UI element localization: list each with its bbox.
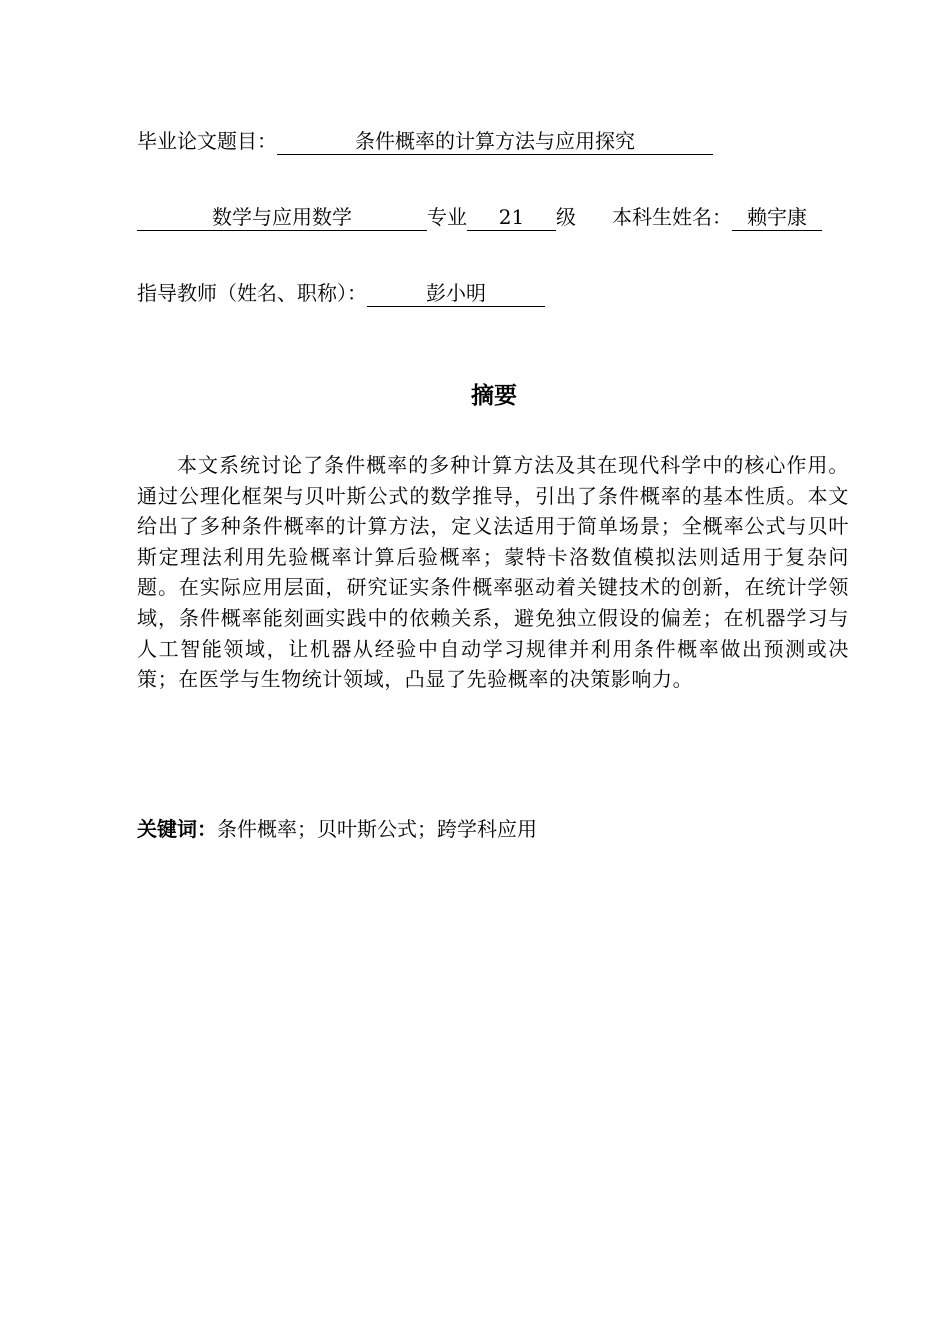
advisor-label: 指导教师（姓名、职称）： — [137, 281, 367, 305]
abstract-body: 本文系统讨论了条件概率的多种计算方法及其在现代科学中的核心作用。通过公理化框架与贝叶斯公式的数学推导，引出了条件概率的基本性质。本文给出了多种条件概率的计算方法，定义法适用于简单场景；全概率公式与贝叶斯定理法利用先验概率计算后验概率；蒙特卡洛数值模拟法则适用于复杂问题。在实际应用层面，研究证实条件概率驱动着关键技术的创新，在统计学领域，条件概率能刻画实践中的依赖关系，避免独立假设的偏差；在机器学习与人工智能领域，让机器从经验中自动学习规律并利用条件概率做出预测或决策；在医学与生物统计领域，凸显了先验概率的决策影响力。 — [137, 453, 849, 692]
major-label: 专业 — [427, 205, 467, 229]
advisor-line — [137, 279, 545, 307]
student-name-value: 赖宇康 — [732, 204, 822, 231]
abstract-heading: 摘要 — [471, 383, 517, 409]
thesis-title-label: 毕业论文题目： — [137, 129, 277, 153]
grade-label: 级 — [556, 205, 576, 229]
advisor-value: 彭小明 — [367, 280, 545, 307]
keywords-value: 条件概率；贝叶斯公式；跨学科应用 — [217, 817, 537, 841]
keywords-label: 关键词： — [137, 817, 217, 841]
student-info-line — [137, 203, 822, 231]
student-name-label: 本科生姓名： — [612, 205, 732, 229]
keywords-line — [137, 815, 537, 843]
thesis-title-line — [137, 127, 713, 155]
thesis-title-value: 条件概率的计算方法与应用探究 — [277, 128, 713, 155]
major-value: 数学与应用数学 — [137, 204, 427, 231]
grade-value: 21 — [467, 204, 556, 231]
